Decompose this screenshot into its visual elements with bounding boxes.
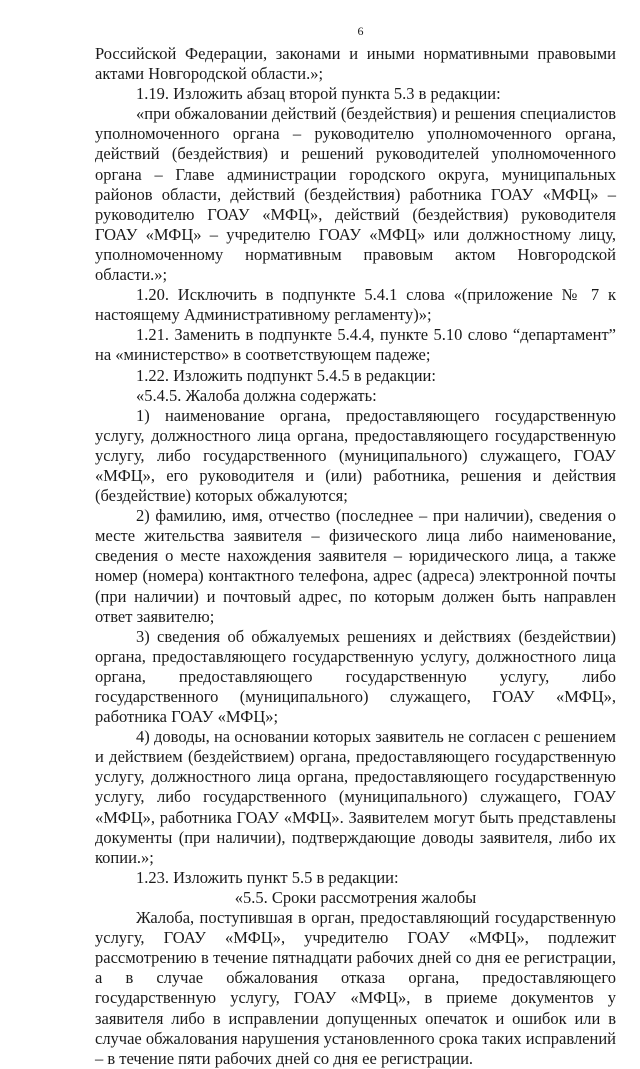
paragraph-item-1-23: 1.23. Изложить пункт 5.5 в редакции:	[136, 867, 399, 887]
list-item-1: 1) наименование органа, предоставляющего государственную услугу, должностного лица органа, предоставляющего государственную услугу, либо государственного (муниципального) служащего, ГОАУ «МФЦ», его руководителя и (или) работника, решения и действия (бездействие) которых обжалуются;	[95, 405, 616, 506]
paragraph-item-1-22: 1.22. Изложить подпункт 5.4.5 в редакции:	[136, 365, 436, 385]
list-item-3: 3) сведения об обжалуемых решениях и действиях (бездействии) органа, предоставляющего государственную услугу, должностного лица органа, предоставляющего государственную услугу, либо государственного (муниципального) служащего, ГОАУ «МФЦ», работника ГОАУ «МФЦ»;	[95, 626, 616, 727]
list-item-4: 4) доводы, на основании которых заявитель не согласен с решением и действием (бездействием) органа, предоставляющего государственную услугу, должностного лица органа, предоставляющего государственную услугу, либо государственного (муниципального) служащего, ГОАУ «МФЦ», работника ГОАУ «МФЦ». Заявителем могут быть представлены документы (при наличии), подтверждающие доводы заявителя, либо их копии.»;	[95, 727, 616, 867]
paragraph-final: Жалоба, поступившая в орган, предоставляющий государственную услугу, ГОАУ «МФЦ», учредителю ГОАУ «МФЦ», подлежит рассмотрению в течение пятнадцати рабочих дней со дня ее регистрации, а в случае обжалования отказа органа, предоставляющего государственную услугу, ГОАУ «МФЦ», в приеме документов у заявителя либо в исправлении допущенных опечаток и ошибок или в случае обжалования нарушения установленного срока таких исправлений – в течение пяти рабочих дней со дня ее регистрации.	[95, 908, 616, 1068]
paragraph-item-1-20: 1.20. Исключить в подпункте 5.4.1 слова «(приложение № 7 к настоящему Административному регламенту)»;	[95, 285, 616, 325]
paragraph-quote-5-4-5: «5.4.5. Жалоба должна содержать:	[136, 385, 377, 405]
list-item-2: 2) фамилию, имя, отчество (последнее – при наличии), сведения о месте жительства заявителя – физического лица либо наименование, сведения о месте нахождения заявителя – юридического лица, а также номер (номера) контактного телефона, адрес (адреса) электронной почты (при наличии) и почтовый адрес, по которым должен быть направлен ответ заявителю;	[95, 506, 616, 626]
paragraph-item-1-21: 1.21. Заменить в подпункте 5.4.4, пункте 5.10 слово “департамент” на «министерство» в соответствующем падеже;	[95, 325, 616, 365]
section-heading-text: «5.5. Сроки рассмотрения жалобы	[234, 887, 477, 907]
page-number: 6	[357, 24, 364, 38]
paragraph-continuation: Российской Федерации, законами и иными нормативными правовыми актами Новгородской области.»;	[95, 44, 616, 84]
paragraph-item-1-19: 1.19. Изложить абзац второй пункта 5.3 в редакции:	[136, 84, 501, 104]
paragraph-quote-5-3: «при обжаловании действий (бездействия) и решения специалистов уполномоченного органа – руководителю уполномоченного органа, действий (бездействия) и решений руководителей уполномоченного органа – Главе администрации городского округа, муниципальных районов области, действий (бездействия) работника ГОАУ «МФЦ» – руководителю ГОАУ «МФЦ», действий (бездействия) руководителя ГОАУ «МФЦ» – учредителю ГОАУ «МФЦ» или должностному лицу, уполномоченному нормативным правовым актом Новгородской области.»;	[95, 104, 616, 285]
section-heading	[95, 888, 616, 908]
